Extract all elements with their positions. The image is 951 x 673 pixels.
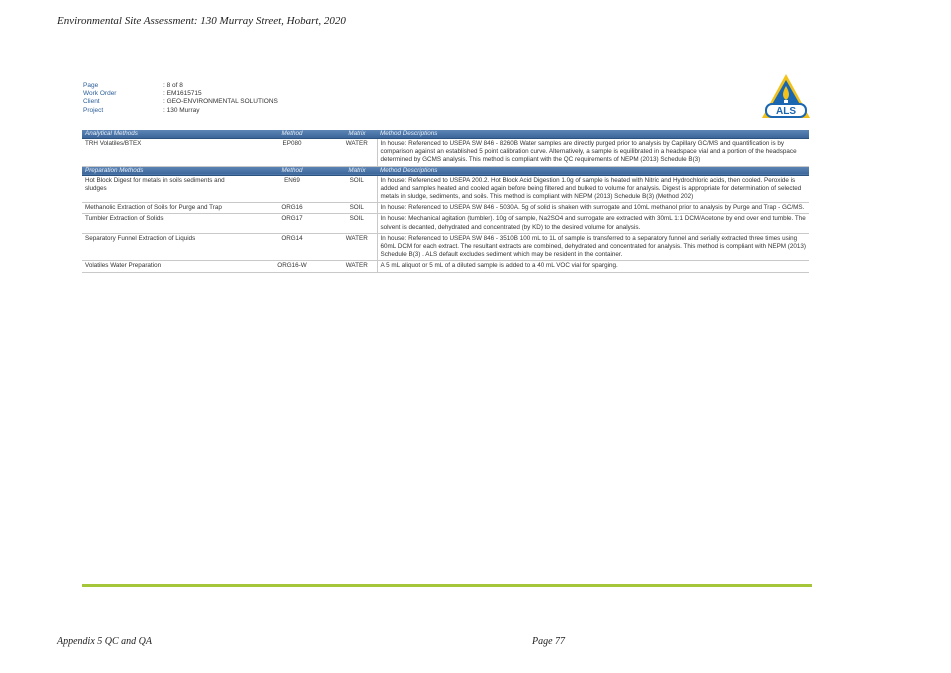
table-row (82, 175, 809, 203)
column-header: Preparation Methods (82, 166, 247, 175)
column-header: Matrix (337, 166, 377, 175)
method-name: Separatory Funnel Extraction of Liquids (82, 233, 247, 261)
method-description: In house: Referenced to USEPA 200.2. Hot Block Acid Digestion 1.0g of sample is heated with Nitric and Hydrochloric acids, then cooled. Peroxide is added and samples heated and cooled again before being filtered and bulked to volume for analysis. Digest is appropriate for determination of selected metals in sludge, sediments, and soils. This method is compliant with NEPM (2013) Schedule B(3) (Method 202) (377, 175, 809, 203)
method-description: In house: Referenced to USEPA SW 846 - 5030A. 5g of solid is shaken with surrogate and 10mL methanol prior to analysis by Purge and Trap - GC/MS. (377, 203, 809, 214)
table-row (82, 233, 809, 261)
als-triangle-logo-icon (760, 72, 812, 124)
footer-appendix-label: Appendix 5 QC and QA (57, 636, 152, 647)
matrix: SOIL (337, 203, 377, 214)
meta-value: : EM1615715 (163, 90, 202, 98)
matrix: SOIL (337, 175, 377, 203)
preparation-methods-header (82, 166, 809, 175)
method-name: TRH Volatiles/BTEX (82, 139, 247, 167)
method-name: Volatiles Water Preparation (82, 261, 247, 272)
page-number: Page 77 (532, 636, 566, 647)
meta-value: : 130 Murray (163, 106, 200, 114)
meta-label: Work Order (83, 90, 117, 98)
table-row (82, 139, 809, 167)
method-description: In house: Referenced to USEPA SW 846 - 8260B Water samples are directly purged prior to analysis by Capillary GC/MS and quantification is by comparison against an established 5 point calibration curve. Alternatively, a sample is equilibrated in a headspace vial and a portion of the headspace determined by GCMS analysis. This method is compliant with the QC requirements of NEPM (2013) Schedule B(3) (377, 139, 809, 167)
column-header: Method Descriptions (377, 166, 809, 175)
matrix: WATER (337, 233, 377, 261)
method-description: In house: Referenced to USEPA SW 846 - 3510B 100 mL to 1L of sample is transferred to a separatory funnel and serially extracted three times using 60mL DCM for each extract. The resultant extracts are combined, dehydrated and concentrated for analysis. This method is compliant with NEPM (2013) Schedule B(3) . ALS default excludes sediment which may be resident in the container. (377, 233, 809, 261)
qc-methods-table (82, 130, 809, 273)
matrix: WATER (337, 261, 377, 272)
meta-row-client (83, 98, 278, 106)
meta-value: : GEO-ENVIRONMENTAL SOLUTIONS (163, 98, 278, 106)
footer-divider (82, 584, 812, 587)
matrix: SOIL (337, 214, 377, 233)
column-header: Method (247, 166, 337, 175)
method-name: Tumbler Extraction of Solids (82, 214, 247, 233)
method-code: EP080 (247, 139, 337, 167)
running-header: Environmental Site Assessment: 130 Murray Street, Hobart, 2020 (57, 15, 346, 27)
column-header: Matrix (337, 130, 377, 139)
table-row (82, 214, 809, 233)
meta-label: Page (83, 82, 99, 89)
meta-label: Client (83, 98, 100, 106)
table-row (82, 203, 809, 214)
column-header: Analytical Methods (82, 130, 247, 139)
method-description: A 5 mL aliquot or 5 mL of a diluted sample is added to a 40 mL VOC vial for sparging. (377, 261, 809, 272)
matrix: WATER (337, 139, 377, 167)
meta-row-page (83, 82, 278, 90)
method-code: ORG16-W (247, 261, 337, 272)
method-name: Methanolic Extraction of Soils for Purge and Trap (82, 203, 247, 214)
meta-row-work-order (83, 90, 278, 98)
meta-value: : 8 of 8 (163, 82, 183, 89)
report-meta (83, 82, 278, 115)
method-code: EN69 (247, 175, 337, 203)
column-header: Method Descriptions (377, 130, 809, 139)
method-description: In house: Mechanical agitation (tumbler). 10g of sample, Na2SO4 and surrogate are extracted with 30mL 1:1 DCM/Acetone by end over end tumble. The solvent is decanted, dehydrated and concentrated (by KD) to the desired volume for analysis. (377, 214, 809, 233)
meta-row-project (83, 107, 278, 115)
column-header: Method (247, 130, 337, 139)
method-code: ORG16 (247, 203, 337, 214)
method-code: ORG17 (247, 214, 337, 233)
method-code: ORG14 (247, 233, 337, 261)
meta-label: Project (83, 106, 104, 114)
method-name: Hot Block Digest for metals in soils sediments and sludges (82, 175, 247, 203)
analytical-methods-header (82, 130, 809, 139)
table-row (82, 261, 809, 272)
logo-text: ALS (776, 106, 796, 117)
